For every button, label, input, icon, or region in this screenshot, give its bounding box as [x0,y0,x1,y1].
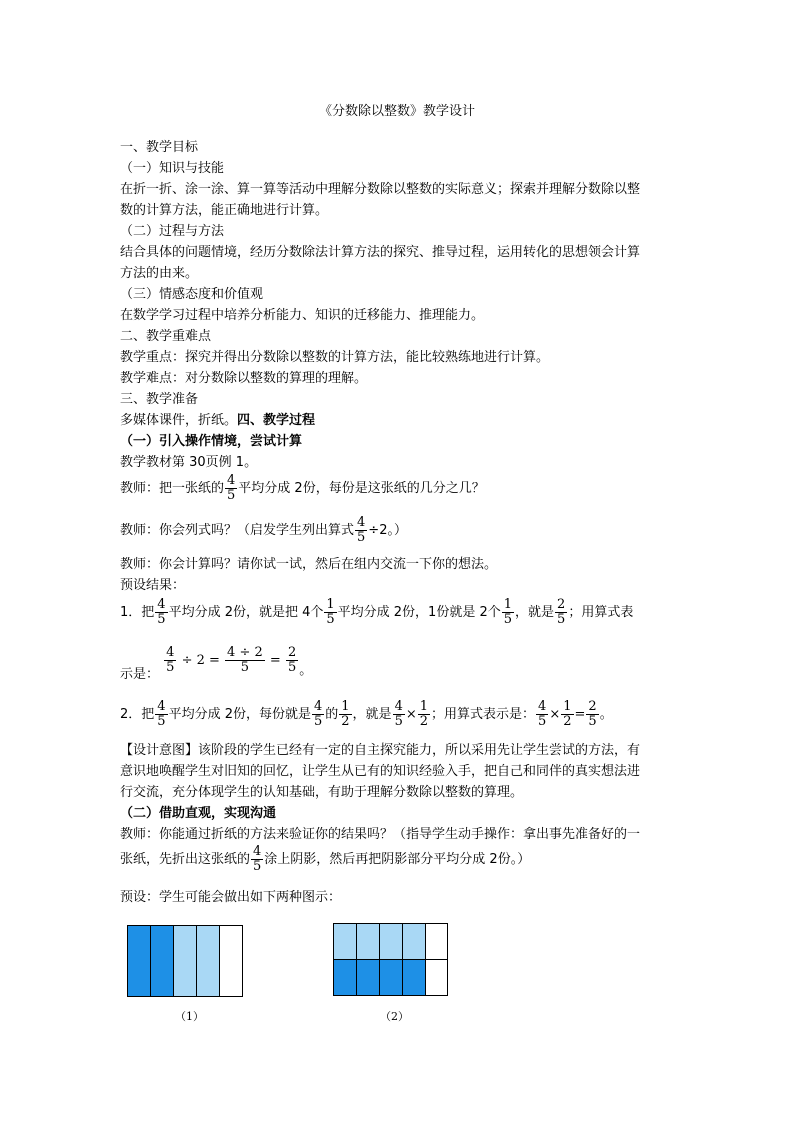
page-title: 《分数除以整数》教学设计 [318,104,475,119]
fig1-col-5 [220,926,243,997]
fig1-col-4 [197,926,220,997]
fraction: $\frac{4}{5}$ [538,699,547,729]
figure-2-caption: （2） [380,1010,409,1023]
paragraph-line: 数的计算方法，能正确地进行计算。 [120,203,329,218]
paragraph-line: 在折一折、涂一涂、算一算等活动中理解分数除以整数的实际意义；探索并理解分数除以整 [120,182,641,197]
question-line: 教师：你会列式吗？（启发学生列出算式 $\frac{4}{5}$ ÷2。） [120,515,407,545]
fig2-bot-1 [334,960,357,996]
subheading-visual: （二）借助直观，实现沟通 [120,806,277,821]
subheading-attitude: （三）情感态度和价值观 [120,287,264,302]
fraction: $\frac{4}{5}$ [227,473,236,503]
paragraph-line: 教师：你会计算吗？请你试一试，然后在组内交流一下你的想法。 [120,557,498,572]
fig1-col-1 [128,926,151,997]
paragraph-line: 教学教材第 30页例 1。 [120,455,258,470]
subheading-knowledge: （一）知识与技能 [120,161,225,176]
fig2-top-1 [334,924,357,960]
section-heading-process: 四、教学过程 [237,413,316,428]
fig2-bot-3 [380,960,403,996]
fraction: $\frac{1}{2}$ [563,699,572,729]
fraction: $\frac{4}{5}$ [157,699,166,729]
fraction: $\frac{4}{5}$ [166,645,175,675]
fraction: $\frac{4}{5}$ [253,844,262,874]
equation-line: 示是： $\frac{4}{5}$ ÷ 2 = $\frac{4 \div 2}{5}$ = $\frac{2}{5}$ 。 [120,645,313,682]
preparation-text: 多媒体课件，折纸。 [120,413,238,428]
design-intent-line: 行交流，充分体现学生的认知基础，有助于理解分数除以整数的算理。 [120,785,524,800]
fraction: $\frac{2}{5}$ [557,597,566,627]
result-line: 1．把 $\frac{4}{5}$ 平均分成 2份，就是把 4个 $\frac{1}{5}$ 平均分成 2份，1份就是 2个 $\frac{1}{5}$ ，就是 $\frac{2}{5}$ ；用算式表 [120,597,634,627]
fig2-top-2 [357,924,380,960]
fraction: $\frac{1}{5}$ [503,597,513,627]
figure-1-diagram [127,925,243,997]
paragraph-line: 教学难点：对分数除以整数的算理的理解。 [120,371,368,386]
design-intent-line: 【设计意图】该阶段的学生已经有一定的自主探究能力，所以采用先让学生尝试的方法，有 [120,743,641,758]
paragraph-line: 张纸，先折出这张纸的 $\frac{4}{5}$ 涂上阴影，然后再把阴影部分平均分成 2份。） [120,844,531,874]
fraction: $\frac{4 \div 2}{5}$ [227,645,263,675]
section-heading-preparation: 三、教学准备 [120,392,199,407]
fraction: $\frac{4}{5}$ [157,597,166,627]
fig2-bot-5 [426,960,448,996]
fraction: $\frac{1}{2}$ [419,699,429,729]
fig2-top-3 [380,924,403,960]
figure-1-caption: （1） [175,1010,204,1023]
paragraph-line: 教师：你能通过折纸的方法来验证你的结果吗？（指导学生动手操作：拿出事先准备好的一 [120,827,641,842]
fig2-bot-2 [357,960,380,996]
paragraph-line: 预设结果： [120,578,186,593]
section-heading-key-points: 二、教学重难点 [120,329,212,344]
fig1-col-2 [151,926,174,997]
subheading-process: （二）过程与方法 [120,224,225,239]
fraction: $\frac{4}{5}$ [357,515,366,545]
fig2-top-5 [426,924,448,960]
section-heading-objectives: 一、教学目标 [120,140,199,155]
paragraph-line [120,412,315,430]
question-line: 教师：把一张纸的 $\frac{4}{5}$ 平均分成 2份，每份是这张纸的几分之几？ [120,473,485,503]
fraction: $\frac{2}{5}$ [287,645,297,675]
fraction: $\frac{4}{5}$ [394,699,403,729]
fraction: $\frac{2}{5}$ [588,699,597,729]
fraction: $\frac{1}{5}$ [326,597,335,627]
paragraph-line: 预设：学生可能会做出如下两种图示： [120,890,342,905]
paragraph-line: 结合具体的问题情境，经历分数除法计算方法的探究、推导过程，运用转化的思想领会计算 [120,245,641,260]
figure-2-diagram [333,923,448,996]
result-line: 2．把 $\frac{4}{5}$ 平均分成 2份，每份就是 $\frac{4}{5}$ 的 $\frac{1}{2}$ ，就是 $\frac{4}{5}$ × $\frac{1}{2}$ ；用算式表示是： $\frac{4}{5}$ × $\frac{1}{2}$ = $\frac{2}{5}$ 。 [120,699,613,729]
paragraph-line: 教学重点：探究并得出分数除以整数的计算方法，能比较熟练地进行计算。 [120,350,550,365]
paragraph-line: 在数学学习过程中培养分析能力、知识的迁移能力、推理能力。 [120,308,485,323]
fig2-top-4 [403,924,426,960]
subheading-intro: （一）引入操作情境，尝试计算 [120,434,303,449]
fraction: $\frac{1}{2}$ [341,699,350,729]
fig2-bot-4 [403,960,426,996]
design-intent-line: 意识地唤醒学生对旧知的回忆，让学生从已有的知识经验入手，把自己和同伴的真实想法进 [120,764,641,779]
paragraph-line: 方法的由来。 [120,266,199,281]
fig1-col-3 [174,926,197,997]
fraction: $\frac{4}{5}$ [313,699,323,729]
